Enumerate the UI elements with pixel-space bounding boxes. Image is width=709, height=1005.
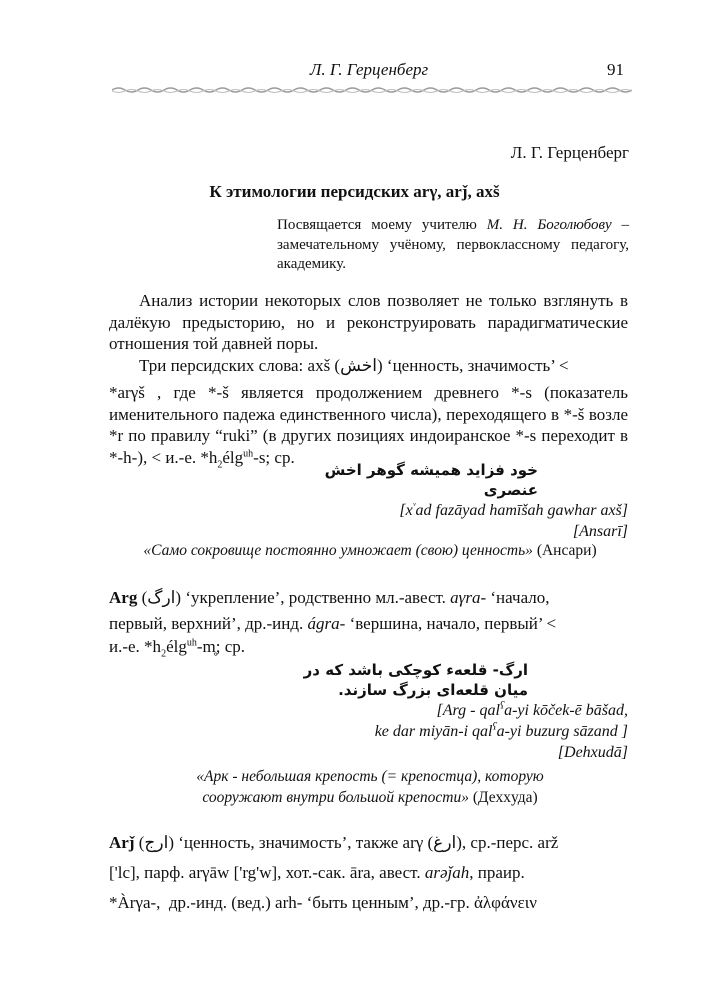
- running-header: [110, 60, 628, 84]
- quote-translation: «Само сокровище постоянно умножает (свою) ценность» (Ансари): [143, 542, 597, 559]
- entry-arj: [109, 828, 628, 918]
- quote-source: [Ansarī]: [572, 523, 628, 540]
- intro-paragraph-2-line1: Три персидских слова: axš (اخش) ‘ценность, значимость’ <: [139, 355, 569, 375]
- quote2-translation: «Арк - небольшая крепость (= крепостца), которую сооружают внутри большой крепости» (Дехxуда): [196, 768, 544, 806]
- entry-arj-line2: ['lc], парф. arγāw ['rg'w], хот.-сак. āra, авест. arǝǰah, праир.: [109, 863, 525, 882]
- quote-arg: [109, 660, 628, 763]
- dedication-name: М. Н. Боголюбову: [486, 217, 612, 233]
- intro-paragraph-2: *arγš , где *-š является продолжением древнего *-s (показатель именительного падежа единственного числа), переходящего в *-š возле *r по правилу “ruki” (в других позициях индоиранское *-s переходит в *-h-), < и.-е. $*h_2é\lg^{uh}-s$; ср.: [109, 383, 628, 470]
- quote2-source: [Dehxudā]: [557, 744, 628, 761]
- entry-arj-line1: Arǰ (ارج) ‘ценность, значимость’, также arγ (ارغ), ср.-перс. arž: [109, 833, 559, 852]
- quote2-transliteration-1: [Arg - qal$^ʕ$a-yi kōček-ē bāšad,: [436, 700, 628, 719]
- page-number: 91: [607, 60, 624, 79]
- article-title: К этимологии персидских arγ, arǰ, axš: [209, 182, 500, 201]
- quote-transliteration: [$x^ᵛad$ fazāyad hamīšah gawhar axš]: [399, 500, 628, 519]
- quote-farsi-author: عنصری: [483, 481, 538, 499]
- quote2-farsi-line2: میان قلعه‌ای بزرگ سازند.: [338, 681, 528, 699]
- dedication-rest: – замечательному учёному, первоклассному педагогу, академику.: [277, 217, 630, 272]
- entry-arg: [109, 586, 628, 658]
- header-rule-ornament: [112, 86, 632, 94]
- entry-arg-line1: Arg (ارگ) ‘укрепление’, родственно мл.-авест. aγra- ‘начало,: [109, 588, 550, 607]
- intro-section: [109, 290, 628, 468]
- entry-arg-line3: и.-е. $*h_2é\lg^{uh}-m̥$; ср.: [109, 637, 245, 660]
- dedication-prefix: Посвящается моему учителю: [277, 217, 487, 233]
- quote-axsh: [109, 460, 628, 542]
- entry-arj-line3: *Àrγa-, др.-инд. (вед.) arh- ‘быть ценным’, др.-гр. ἀλφάνειν: [109, 893, 537, 912]
- quote2-transliteration-2: ke dar miyān-i qal$^ʕ$a-yi buzurg sāzand ]: [374, 721, 628, 740]
- dedication: [277, 216, 629, 275]
- intro-paragraph-1: Анализ истории некоторых слов позволяет не только взглянуть в далёкую предысторию, но и реконструировать парадигматические отношения той давней поры.: [109, 291, 628, 353]
- entry-arg-line2: первый, верхний’, др.-инд. ágra- ‘вершина, начало, первый’ <: [109, 614, 557, 633]
- quote-farsi-line: خود فزاید همیشه گوهر اخش: [324, 461, 538, 479]
- running-header-author: Л. Г. Герценберг: [309, 60, 429, 79]
- article-author: Л. Г. Герценберг: [510, 143, 629, 162]
- quote2-farsi-line1: ارگ- قلعهء کوچکی باشد که در: [303, 661, 528, 679]
